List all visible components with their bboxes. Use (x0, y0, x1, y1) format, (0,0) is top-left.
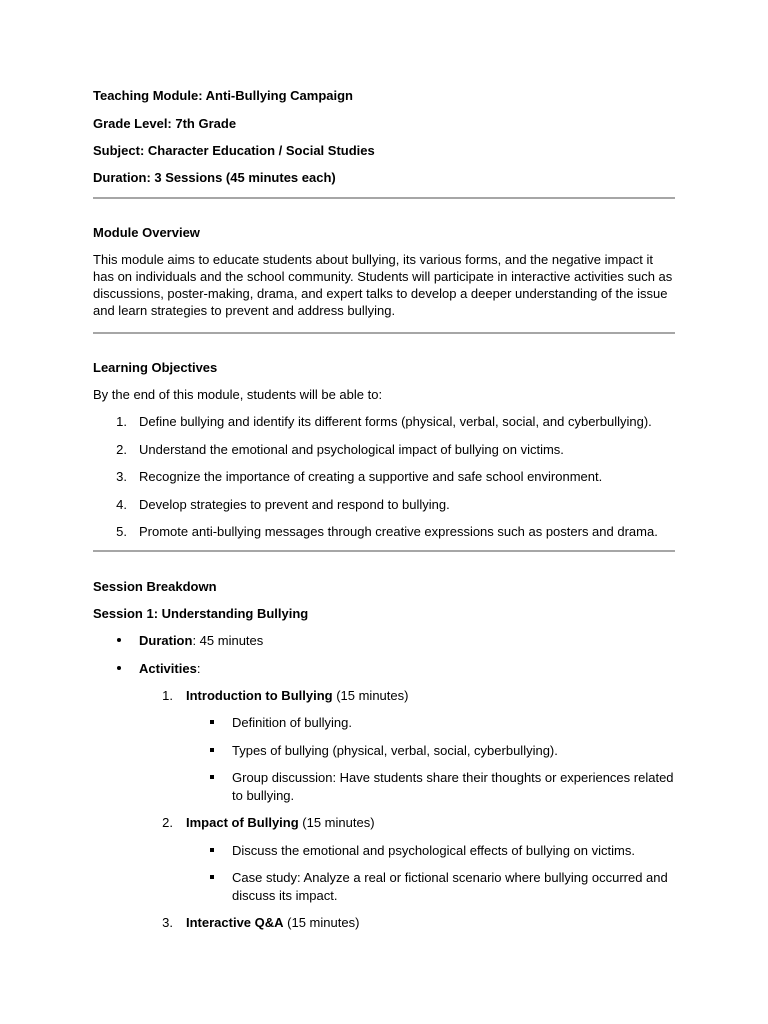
bullet-icon (117, 638, 121, 642)
grade-level: Grade Level: 7th Grade (93, 116, 237, 131)
module-title: Teaching Module: Anti-Bullying Campaign (93, 88, 353, 103)
overview-heading: Module Overview (93, 225, 200, 240)
square-bullet-icon (210, 748, 214, 752)
divider (93, 197, 675, 199)
list-number: 4. (116, 497, 127, 512)
sub-item: Types of bullying (physical, verbal, social, cyberbullying). (232, 743, 558, 758)
session-duration: Duration: 45 minutes (139, 633, 264, 648)
list-number: 3. (116, 469, 127, 484)
activity-number: 2. (162, 815, 173, 830)
list-number: 5. (116, 524, 127, 539)
activity-title: Interactive Q&A (15 minutes) (186, 915, 360, 930)
activity-number: 1. (162, 688, 173, 703)
list-text: Understand the emotional and psychological impact of bullying on victims. (139, 442, 564, 457)
divider (93, 332, 675, 334)
square-bullet-icon (210, 720, 214, 724)
activity-number: 3. (162, 915, 173, 930)
objectives-intro: By the end of this module, students will be able to: (93, 387, 383, 402)
sub-item: Definition of bullying. (232, 715, 352, 730)
sub-item: Group discussion: Have students share their thoughts or experiences related to bullying. (232, 770, 674, 803)
sub-item: Discuss the emotional and psychological effects of bullying on victims. (232, 843, 635, 858)
bullet-icon (117, 666, 121, 670)
square-bullet-icon (210, 775, 214, 779)
activity-title: Introduction to Bullying (15 minutes) (186, 688, 409, 703)
overview-body: This module aims to educate students about bullying, its various forms, and the negative impact it has on individuals and the school community. Students will participate in interactive activities such as discussions, poster-making, drama, and expert talks to develop a deeper understanding of the issue and learn strategies to prevent and address bullying. (93, 252, 673, 318)
list-text: Develop strategies to prevent and respond to bullying. (139, 497, 450, 512)
session-activities: Activities: (139, 661, 201, 676)
list-number: 1. (116, 414, 127, 429)
session-title: Session 1: Understanding Bullying (93, 606, 309, 621)
list-text: Promote anti-bullying messages through creative expressions such as posters and drama. (139, 524, 658, 539)
duration: Duration: 3 Sessions (45 minutes each) (93, 170, 336, 185)
list-text: Define bullying and identify its different forms (physical, verbal, social, and cyberbullying). (139, 414, 652, 429)
square-bullet-icon (210, 875, 214, 879)
subject: Subject: Character Education / Social Studies (93, 143, 375, 158)
activity-title: Impact of Bullying (15 minutes) (186, 815, 375, 830)
list-number: 2. (116, 442, 127, 457)
objectives-heading: Learning Objectives (93, 360, 218, 375)
square-bullet-icon (210, 848, 214, 852)
sub-item: Case study: Analyze a real or fictional scenario where bullying occurred and discuss its impact. (232, 870, 668, 903)
sessions-heading: Session Breakdown (93, 579, 217, 594)
divider (93, 550, 675, 552)
list-text: Recognize the importance of creating a supportive and safe school environment. (139, 469, 603, 484)
